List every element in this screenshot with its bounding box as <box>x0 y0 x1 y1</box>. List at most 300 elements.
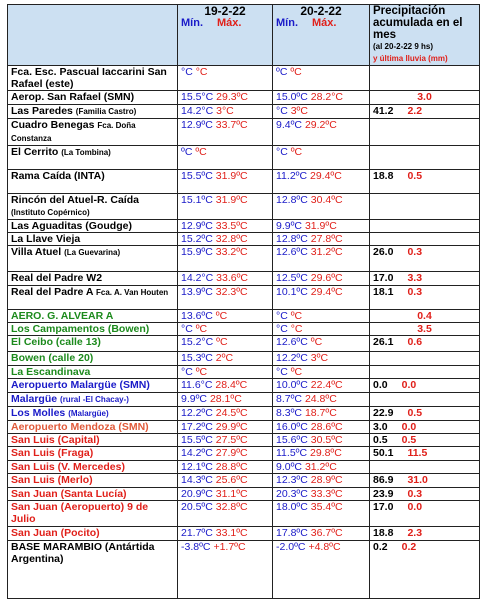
station-name-cell <box>8 146 178 170</box>
date1-max-value: 27.9ºC <box>215 447 248 459</box>
precip-accumulated: 50.1 <box>373 447 394 459</box>
date2-max-value: 29.6ºC <box>310 272 343 284</box>
date1-temp-cell <box>178 527 273 541</box>
station-name-cell <box>8 379 178 393</box>
date1-max-value: 29.9ºC <box>215 421 248 433</box>
date2-temp-cell <box>273 393 370 407</box>
station-name-cell <box>8 336 178 352</box>
station-row <box>8 310 480 323</box>
date2-temp-cell <box>273 379 370 393</box>
date1-temp-cell <box>178 170 273 194</box>
date1-min-value: -3.8ºC <box>181 541 211 553</box>
station-name-cell <box>8 366 178 379</box>
date1-minmax <box>181 17 269 29</box>
station-row <box>8 501 480 527</box>
date1-label: 19-2-22 <box>204 4 246 18</box>
date1-max-value: 25.6ºC <box>215 474 248 486</box>
station-row <box>8 421 480 434</box>
date1-temp-cell <box>178 366 273 379</box>
station-name-cell <box>8 91 178 105</box>
date2-temp-cell <box>273 461 370 474</box>
date2-min-value: ºC <box>276 66 288 78</box>
precip-last-rain: 0.5 <box>407 170 423 182</box>
precip-last-rain: 0.0 <box>407 501 423 513</box>
precip-centered: 3.5 <box>417 323 432 335</box>
date2-min-value: 20.3ºC <box>276 488 308 500</box>
date1-max-value: 29.3ºC <box>216 91 248 103</box>
date1-temp-cell <box>178 447 273 461</box>
station-name: Real del Padre A <box>11 286 94 298</box>
station-row <box>8 379 480 393</box>
station-subname: (rural -El Chacay-) <box>60 395 129 404</box>
station-name-cell <box>8 220 178 233</box>
precip-title: Precipitación acumulada en el mes <box>373 5 463 41</box>
station-name: San Luis (V. Mercedes) <box>11 461 125 473</box>
precip-accumulated: 3.0 <box>373 421 388 433</box>
station-name-cell <box>8 286 178 310</box>
date1-max-value: 33.5ºC <box>215 220 248 232</box>
date2-min-value: °C <box>276 146 288 158</box>
station-name-cell <box>8 66 178 91</box>
date2-temp-cell <box>273 170 370 194</box>
station-row <box>8 91 480 105</box>
date2-min-value: 11.5ºC <box>276 447 308 459</box>
station-name-cell <box>8 527 178 541</box>
station-name: Aerop. San Rafael (SMN) <box>11 91 135 103</box>
date2-temp-cell <box>273 447 370 461</box>
station-row <box>8 407 480 421</box>
precip-last-rain: 0.0 <box>401 421 417 433</box>
station-row <box>8 336 480 352</box>
date2-min-value: 12.6ºC <box>276 336 308 348</box>
date2-max-value: 27.8ºC <box>310 233 343 245</box>
precip-cell <box>370 474 480 488</box>
date2-max-value: °C <box>290 323 303 335</box>
station-row <box>8 393 480 407</box>
precip-centered: 0.4 <box>417 310 432 322</box>
date2-min-value: 12.8ºC <box>276 194 308 206</box>
date1-max-value: ºC <box>195 366 208 378</box>
date1-temp-cell <box>178 105 273 119</box>
station-name: Aeropuerto Mendoza (SMN) <box>11 421 149 433</box>
precip-accumulated: 0.2 <box>373 541 388 553</box>
station-subname: (Instituto Copérnico) <box>11 208 90 217</box>
station-name-cell <box>8 474 178 488</box>
date1-max-value: 32.3ºC <box>215 286 248 298</box>
station-name-cell <box>8 233 178 246</box>
date2-temp-cell <box>273 336 370 352</box>
date1-min-value: °C <box>181 366 193 378</box>
station-row <box>8 323 480 336</box>
date2-min-value: 12.3ºC <box>276 474 308 486</box>
station-row <box>8 170 480 194</box>
station-name: La Llave Vieja <box>11 233 81 245</box>
precip-cell <box>370 105 480 119</box>
station-row <box>8 119 480 146</box>
date2-min-value: 8.7ºC <box>276 393 303 405</box>
date1-temp-cell <box>178 474 273 488</box>
date2-max-value: ºC <box>310 336 323 348</box>
date2-min-value: 8.3ºC <box>276 407 303 419</box>
precip-accumulated: 0.5 <box>373 434 388 446</box>
date2-temp-cell <box>273 194 370 220</box>
precip-accumulated: 0.0 <box>373 379 388 391</box>
station-row <box>8 194 480 220</box>
precip-cell <box>370 541 480 599</box>
date1-min-value: 14.2ºC <box>181 447 213 459</box>
date1-temp-cell <box>178 352 273 366</box>
date1-min-value: 14.3ºC <box>181 474 213 486</box>
precip-cell <box>370 501 480 527</box>
precip-accumulated: 26.0 <box>373 246 394 258</box>
date1-temp-cell <box>178 421 273 434</box>
station-name-cell <box>8 105 178 119</box>
date1-max-value: 31.9ºC <box>215 194 248 206</box>
date2-min-value: 10.0ºC <box>276 379 308 391</box>
precip-cell <box>370 407 480 421</box>
date1-temp-cell <box>178 66 273 91</box>
date2-max-value: 29.2ºC <box>304 119 337 131</box>
station-row <box>8 527 480 541</box>
station-row <box>8 246 480 272</box>
date2-max-value: 28.9ºC <box>310 474 343 486</box>
precip-accumulated: 17.0 <box>373 501 394 513</box>
date2-temp-cell <box>273 421 370 434</box>
date1-temp-cell <box>178 379 273 393</box>
station-name: Rama Caída (INTA) <box>11 170 105 182</box>
precip-cell <box>370 246 480 272</box>
date2-temp-cell <box>273 323 370 336</box>
date2-min-value: °C <box>276 366 288 378</box>
precip-cell <box>370 366 480 379</box>
station-name-cell <box>8 246 178 272</box>
date1-min-value: 15.2°C <box>181 336 214 348</box>
date2-temp-cell <box>273 105 370 119</box>
precip-accumulated: 18.1 <box>373 286 394 298</box>
date1-temp-cell <box>178 233 273 246</box>
station-subname: (La Guevarina) <box>64 248 121 257</box>
date1-min-value: 13.9ºC <box>181 286 213 298</box>
date2-min-value: 12.6ºC <box>276 246 308 258</box>
date2-temp-cell <box>273 146 370 170</box>
date1-max-label: Máx. <box>217 17 242 29</box>
date1-max-value: 33.7ºC <box>215 119 248 131</box>
station-name-cell <box>8 407 178 421</box>
precip-cell <box>370 527 480 541</box>
date1-max-value: °C <box>195 66 208 78</box>
date2-temp-cell <box>273 488 370 501</box>
date1-min-value: 9.9ºC <box>181 393 208 405</box>
station-subname: Fca. Doña Constanza <box>11 121 136 143</box>
date1-max-value: ºC <box>216 336 228 348</box>
date1-temp-cell <box>178 323 273 336</box>
station-name-cell <box>8 170 178 194</box>
date2-min-value: °C <box>276 310 288 322</box>
station-name-cell <box>8 501 178 527</box>
date1-max-value: 24.5ºC <box>215 407 248 419</box>
date1-min-value: 15.1ºC <box>181 194 213 206</box>
date2-min-value: 9.4ºC <box>276 119 303 131</box>
date1-max-value: 27.5ºC <box>215 434 248 446</box>
station-row <box>8 488 480 501</box>
date1-min-value: 15.5ºC <box>181 170 213 182</box>
precip-last-rain: 2.2 <box>407 105 423 117</box>
date1-min-value: °C <box>181 66 193 78</box>
station-name: Aeropuerto Malargüe (SMN) <box>11 379 150 391</box>
station-name-cell <box>8 447 178 461</box>
precip-last-rain: 0.5 <box>401 434 417 446</box>
date2-minmax <box>276 17 366 29</box>
date2-temp-cell <box>273 366 370 379</box>
station-row <box>8 366 480 379</box>
date2-max-value: 30.4ºC <box>310 194 343 206</box>
precip-last-rain: 11.5 <box>407 447 428 459</box>
station-row <box>8 447 480 461</box>
date1-temp-cell <box>178 194 273 220</box>
precip-cell <box>370 146 480 170</box>
precip-cell <box>370 91 480 105</box>
date1-max-value: 32.8ºC <box>215 501 248 513</box>
station-name: San Luis (Merlo) <box>11 474 93 486</box>
date2-max-value: 29.8ºC <box>310 447 342 459</box>
precip-cell <box>370 119 480 146</box>
date1-temp-cell <box>178 220 273 233</box>
station-row <box>8 220 480 233</box>
date1-min-value: 15.2ºC <box>181 233 213 245</box>
date1-temp-cell <box>178 272 273 286</box>
date2-temp-cell <box>273 310 370 323</box>
header-row <box>8 5 480 66</box>
date1-max-value: ºC <box>195 146 207 158</box>
station-row <box>8 66 480 91</box>
date1-min-label: Mín. <box>181 17 203 29</box>
precip-accumulated: 86.9 <box>373 474 394 486</box>
station-name: Las Aguaditas (Goudge) <box>11 220 132 232</box>
station-name: San Juan (Pocito) <box>11 527 100 539</box>
date1-temp-cell <box>178 393 273 407</box>
date1-temp-cell <box>178 91 273 105</box>
date1-temp-cell <box>178 541 273 599</box>
station-name-cell <box>8 194 178 220</box>
date2-temp-cell <box>273 220 370 233</box>
date2-max-value: 33.3ºC <box>310 488 343 500</box>
date1-min-value: 12.9ºC <box>181 220 213 232</box>
station-name: La Escandinava <box>11 366 91 378</box>
date2-min-value: 16.0ºC <box>276 421 308 433</box>
date2-temp-cell <box>273 246 370 272</box>
precip-cell <box>370 323 480 336</box>
date1-max-value: +1.7ºC <box>213 541 246 553</box>
precip-cell <box>370 233 480 246</box>
date2-max-value: 22.4ºC <box>310 379 343 391</box>
date2-min-value: 12.5ºC <box>276 272 308 284</box>
precip-note: (al 20-2-22 9 hs) <box>373 42 434 51</box>
date2-max-value: +4.8ºC <box>308 541 341 553</box>
precip-cell <box>370 352 480 366</box>
station-name: El Ceibo (calle 13) <box>11 336 101 348</box>
date1-temp-cell <box>178 310 273 323</box>
date2-max-value: ºC <box>290 146 303 158</box>
station-subname: (La Tombina) <box>61 148 111 157</box>
precip-cell <box>370 421 480 434</box>
date1-min-value: 12.2ºC <box>181 407 213 419</box>
date2-temp-cell <box>273 501 370 527</box>
date2-temp-cell <box>273 91 370 105</box>
precip-cell <box>370 488 480 501</box>
date2-temp-cell <box>273 541 370 599</box>
date1-max-value: 2ºC <box>215 352 234 364</box>
station-name-cell <box>8 393 178 407</box>
station-name: BASE MARAMBIO (Antártida Argentina) <box>11 541 155 565</box>
precip-last-rain: 0.3 <box>407 286 423 298</box>
date2-min-value: -2.0ºC <box>276 541 306 553</box>
date2-max-value: 28.6ºC <box>310 421 343 433</box>
date2-temp-cell <box>273 434 370 447</box>
date2-max-value: ºC <box>290 310 303 322</box>
precip-last-rain: 0.0 <box>401 379 417 391</box>
date2-max-value: 24.8ºC <box>304 393 337 405</box>
precip-cell <box>370 336 480 352</box>
station-subname: Fca. A. Van Houten <box>96 288 169 297</box>
date2-max-value: 29.4ºC <box>310 170 342 182</box>
date1-max-value: 31.1ºC <box>215 488 248 500</box>
date1-max-value: 28.8ºC <box>215 461 248 473</box>
date2-min-value: 11.2ºC <box>276 170 308 182</box>
precip-cell <box>370 310 480 323</box>
station-name: El Cerrito <box>11 146 59 158</box>
precip-last-rain: 2.3 <box>407 527 423 539</box>
date1-max-value: 33.6ºC <box>216 272 248 284</box>
date2-max-value: 18.7ºC <box>304 407 337 419</box>
station-row <box>8 434 480 447</box>
date2-max-label: Máx. <box>312 17 337 29</box>
station-name: San Luis (Fraga) <box>11 447 94 459</box>
precip-cell <box>370 272 480 286</box>
header-date1-cell <box>178 5 273 66</box>
date2-min-value: 12.8ºC <box>276 233 308 245</box>
precip-cell <box>370 66 480 91</box>
date2-max-value: 31.2ºC <box>304 461 337 473</box>
station-name: Malargüe <box>11 393 58 405</box>
date2-min-value: 12.2ºC <box>276 352 308 364</box>
date2-min-value: 9.9ºC <box>276 220 303 232</box>
station-name-cell <box>8 421 178 434</box>
precip-accumulated: 22.9 <box>373 407 394 419</box>
station-name-cell <box>8 323 178 336</box>
date2-temp-cell <box>273 119 370 146</box>
precip-last-rain: 0.5 <box>407 407 423 419</box>
date2-temp-cell <box>273 272 370 286</box>
precip-cell <box>370 447 480 461</box>
date1-max-value: 28.4ºC <box>215 379 248 391</box>
date1-max-value: 31.9ºC <box>215 170 248 182</box>
station-name: Fca. Esc. Pascual Iaccarini San Rafael (este) <box>11 66 167 90</box>
date1-min-value: 15.9ºC <box>181 246 213 258</box>
station-row <box>8 352 480 366</box>
date2-max-value: 31.9ºC <box>304 220 337 232</box>
date1-min-value: ºC <box>181 146 193 158</box>
date1-temp-cell <box>178 407 273 421</box>
precip-cell <box>370 434 480 447</box>
date2-label: 20-2-22 <box>300 4 342 18</box>
station-name-cell <box>8 272 178 286</box>
date2-max-value: ºC <box>290 66 302 78</box>
date1-temp-cell <box>178 488 273 501</box>
station-name: Los Molles <box>11 407 66 419</box>
header-precip-cell <box>370 5 480 66</box>
date1-temp-cell <box>178 119 273 146</box>
station-name-cell <box>8 119 178 146</box>
station-row <box>8 146 480 170</box>
date1-max-value: 33.2ºC <box>215 246 248 258</box>
date2-temp-cell <box>273 527 370 541</box>
date1-max-value: ºC <box>195 323 208 335</box>
date1-min-value: 14.2°C <box>181 105 214 117</box>
date1-min-value: 12.1ºC <box>181 461 213 473</box>
station-row <box>8 272 480 286</box>
date1-min-value: 21.7ºC <box>181 527 213 539</box>
weather-table <box>7 4 480 599</box>
station-subname: (Malargüe) <box>68 409 109 418</box>
date1-max-value: ºC <box>215 310 228 322</box>
station-name-cell <box>8 310 178 323</box>
date1-temp-cell <box>178 286 273 310</box>
date1-min-value: 15.5ºC <box>181 434 213 446</box>
date2-max-value: 31.2ºC <box>310 246 343 258</box>
date1-min-value: 17.2ºC <box>181 421 213 433</box>
station-row <box>8 233 480 246</box>
date2-temp-cell <box>273 407 370 421</box>
precip-last-rain: 0.2 <box>401 541 417 553</box>
precip-last-rain: 31.0 <box>407 474 428 486</box>
precip-accumulated: 17.0 <box>373 272 394 284</box>
station-name-cell <box>8 461 178 474</box>
date2-max-value: 29.4ºC <box>310 286 343 298</box>
date2-temp-cell <box>273 286 370 310</box>
precip-cell <box>370 286 480 310</box>
date2-temp-cell <box>273 352 370 366</box>
station-subname: (Familia Castro) <box>75 107 137 116</box>
date1-temp-cell <box>178 461 273 474</box>
date1-temp-cell <box>178 434 273 447</box>
station-name-cell <box>8 434 178 447</box>
date1-max-value: 28.1ºC <box>209 393 242 405</box>
station-name-cell <box>8 541 178 599</box>
precip-last-rain: 0.3 <box>407 488 423 500</box>
station-name: San Luis (Capital) <box>11 434 100 446</box>
header-date2-cell <box>273 5 370 66</box>
precip-cell <box>370 393 480 407</box>
date1-max-value: 33.1ºC <box>215 527 248 539</box>
date1-temp-cell <box>178 501 273 527</box>
station-row <box>8 541 480 599</box>
date2-max-value: 30.5ºC <box>310 434 343 446</box>
precip-last-rain: 0.3 <box>407 246 423 258</box>
date1-min-value: 15.3ºC <box>181 352 213 364</box>
station-row <box>8 461 480 474</box>
date1-min-value: 12.9ºC <box>181 119 213 131</box>
date1-temp-cell <box>178 246 273 272</box>
station-row <box>8 286 480 310</box>
date1-min-value: 20.9ºC <box>181 488 213 500</box>
date2-min-value: 15.6ºC <box>276 434 308 446</box>
precip-last-rain: 3.3 <box>407 272 423 284</box>
date1-temp-cell <box>178 336 273 352</box>
date2-max-value: 28.2°C <box>310 91 343 103</box>
date1-temp-cell <box>178 146 273 170</box>
precip-cell <box>370 194 480 220</box>
date2-min-label: Mín. <box>276 17 298 29</box>
